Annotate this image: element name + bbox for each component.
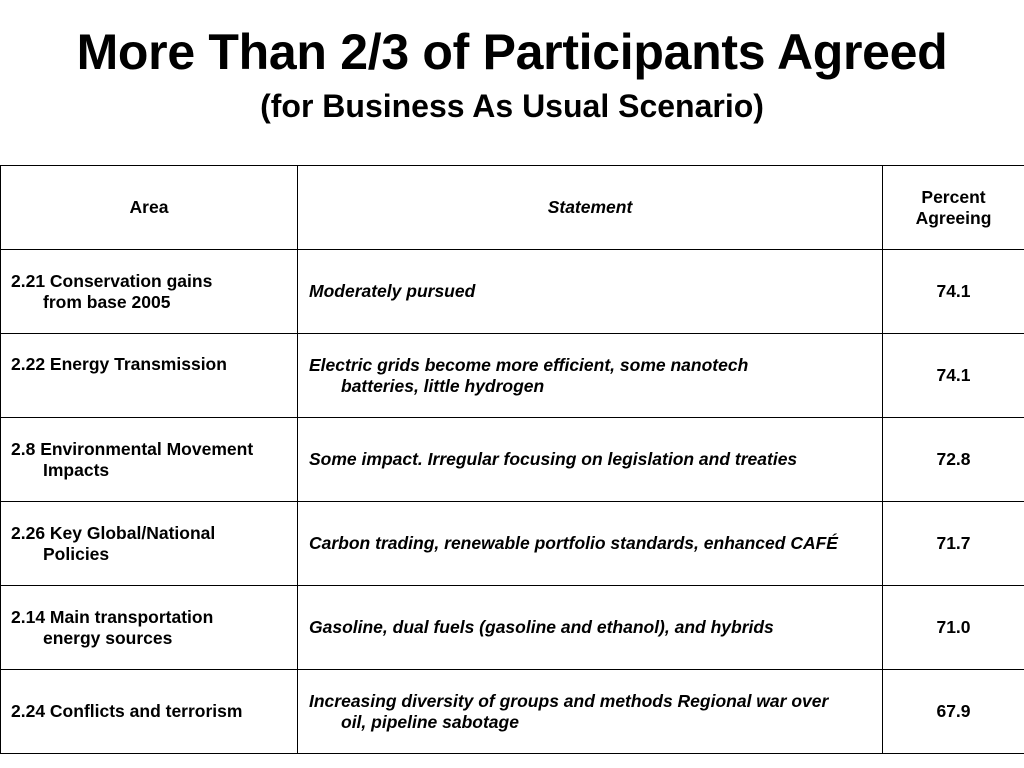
row-statement-text: Moderately pursued [309,281,476,301]
row-area [1,250,298,334]
table-row [1,250,1024,334]
table-row [1,670,1024,754]
table-row [1,418,1024,502]
row-area [1,586,298,670]
row-percent: 72.8 [883,418,1024,502]
header-statement: Statement [298,166,883,250]
row-percent: 74.1 [883,250,1024,334]
row-statement [298,418,883,502]
slide-title: More Than 2/3 of Participants Agreed [76,24,948,80]
table-header-row [1,166,1024,250]
row-statement [298,502,883,586]
row-area-text: 2.22 Energy Transmission [11,354,227,374]
row-statement-text: Increasing diversity of groups and methods Regional war over oil, pipeline sabotage [309,690,829,732]
row-percent: 67.9 [883,670,1024,754]
row-percent: 74.1 [883,334,1024,418]
row-statement-text: Gasoline, dual fuels (gasoline and ethanol), and hybrids [309,617,774,637]
row-statement-text: Electric grids become more efficient, some nanotech batteries, little hydrogen [309,354,749,396]
row-area [1,334,298,418]
row-area-text: 2.8 Environmental Movement Impacts [11,438,254,480]
row-area-text: 2.21 Conservation gains from base 2005 [11,270,213,312]
table-row [1,502,1024,586]
row-statement [298,334,883,418]
row-statement [298,586,883,670]
row-area [1,418,298,502]
table-row [1,586,1024,670]
header-area: Area [1,166,298,250]
table-row [1,334,1024,418]
row-statement-text: Some impact. Irregular focusing on legislation and treaties [309,449,798,469]
row-area-text: 2.14 Main transportation energy sources [11,606,214,648]
row-percent: 71.7 [883,502,1024,586]
row-statement-text: Carbon trading, renewable portfolio standards, enhanced CAFÉ [309,533,838,553]
row-percent: 71.0 [883,586,1024,670]
header-percent-agreeing: Percent Agreeing [883,166,1024,250]
agreement-table [0,165,1024,754]
row-statement [298,670,883,754]
row-area-text: 2.26 Key Global/National Policies [11,522,216,564]
row-area [1,670,298,754]
slide-subtitle: (for Business As Usual Scenario) [260,88,764,124]
row-statement [298,250,883,334]
row-area [1,502,298,586]
row-area-text: 2.24 Conflicts and terrorism [11,701,243,721]
